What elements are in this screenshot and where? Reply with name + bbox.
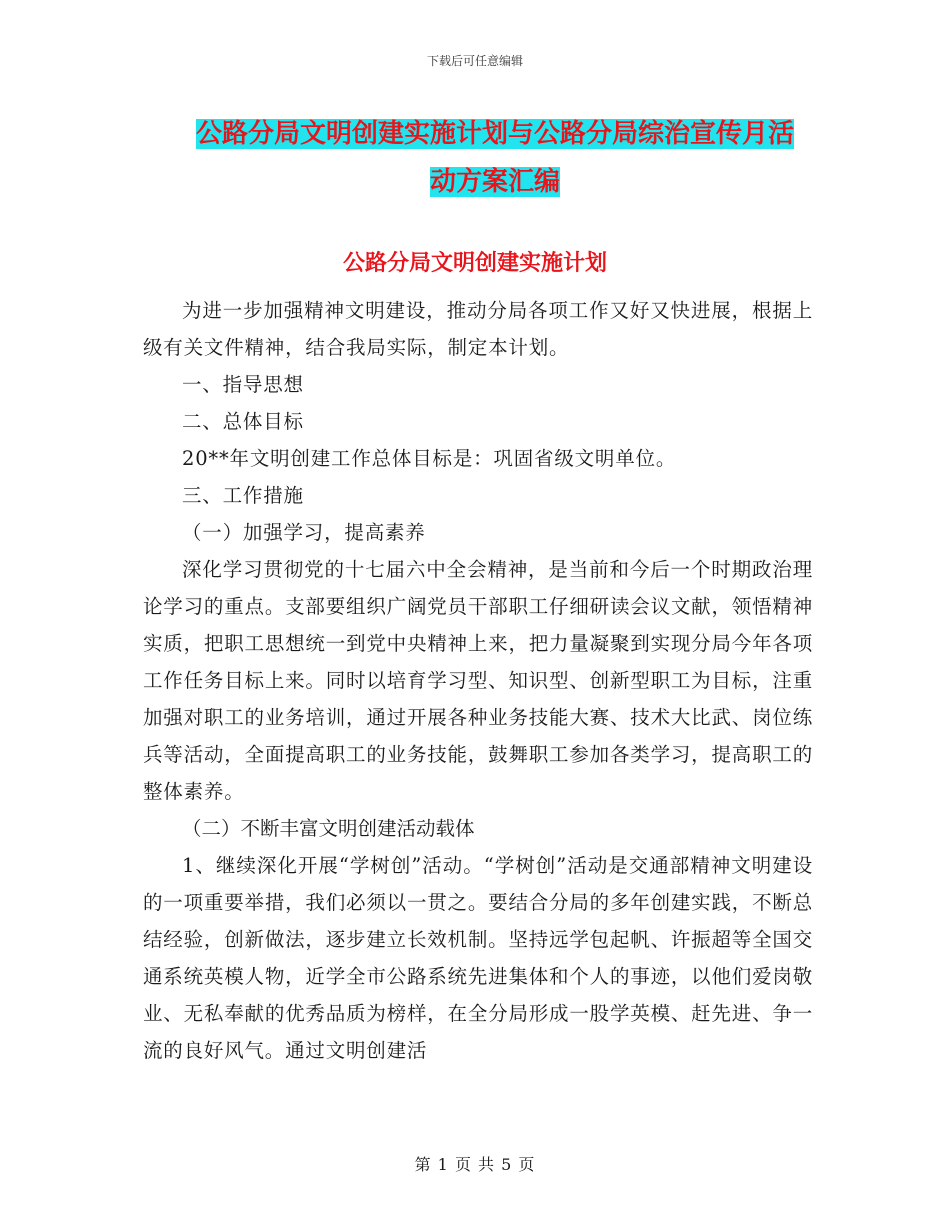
document-body — [143, 292, 813, 1069]
paragraph-activities: 1、继续深化开展“学树创”活动。“学树创”活动是交通部精神文明建设的一项重要举措，我们必须以一贯之。要结合分局的多年创建实践，不断总结经验，创新做法，逐步建立长效机制。坚持远学包起帆、许振超等全国交通系统英模人物，近学全市公路系统先进集体和个人的事迹，以他们爱岗敬业、无私奉献的优秀品质为榜样，在全分局形成一股学英模、赶先进、争一流的良好风气。通过文明创建活 — [143, 854, 813, 1062]
title-line-1: 公路分局文明创建实施计划与公路分局综治宣传月活 — [195, 119, 794, 149]
title-line-2: 动方案汇编 — [429, 167, 560, 197]
heading-overall-goal: 二、总体目标 — [182, 410, 304, 433]
header-note: 下载后可任意编辑 — [426, 54, 523, 68]
section-title: 公路分局文明创建实施计划 — [342, 251, 607, 276]
paragraph-study: 深化学习贯彻党的十七届六中全会精神，是当前和今后一个时期政治理论学习的重点。支部要组织广阔党员干部职工仔细研读会议文献，领悟精神实质，把职工思想统一到党中央精神上来，把力量凝聚到实现分局今年各项工作任务目标上来。同时以培育学习型、知识型、创新型职工为目标，注重加强对职工的业务培训，通过开展各种业务技能大赛、技术大比武、岗位练兵等活动，全面提高职工的业务技能，鼓舞职工参加各类学习，提高职工的整体素养。 — [143, 558, 813, 803]
subheading-study: （一）加强学习，提高素养 — [182, 521, 426, 544]
document-title — [150, 110, 840, 206]
paragraph-goal: 20**年文明创建工作总体目标是：巩固省级文明单位。 — [182, 447, 677, 470]
paragraph-intro: 为进一步加强精神文明建设，推动分局各项工作又好又快进展，根据上级有关文件精神，结合我局实际，制定本计划。 — [143, 299, 813, 359]
heading-work-measures: 三、工作措施 — [182, 484, 304, 507]
heading-guiding-ideology: 一、指导思想 — [182, 373, 304, 396]
page-footer: 第 1 页 共 5 页 — [414, 1155, 536, 1174]
subheading-activities: （二）不断丰富文明创建活动载体 — [182, 817, 475, 840]
